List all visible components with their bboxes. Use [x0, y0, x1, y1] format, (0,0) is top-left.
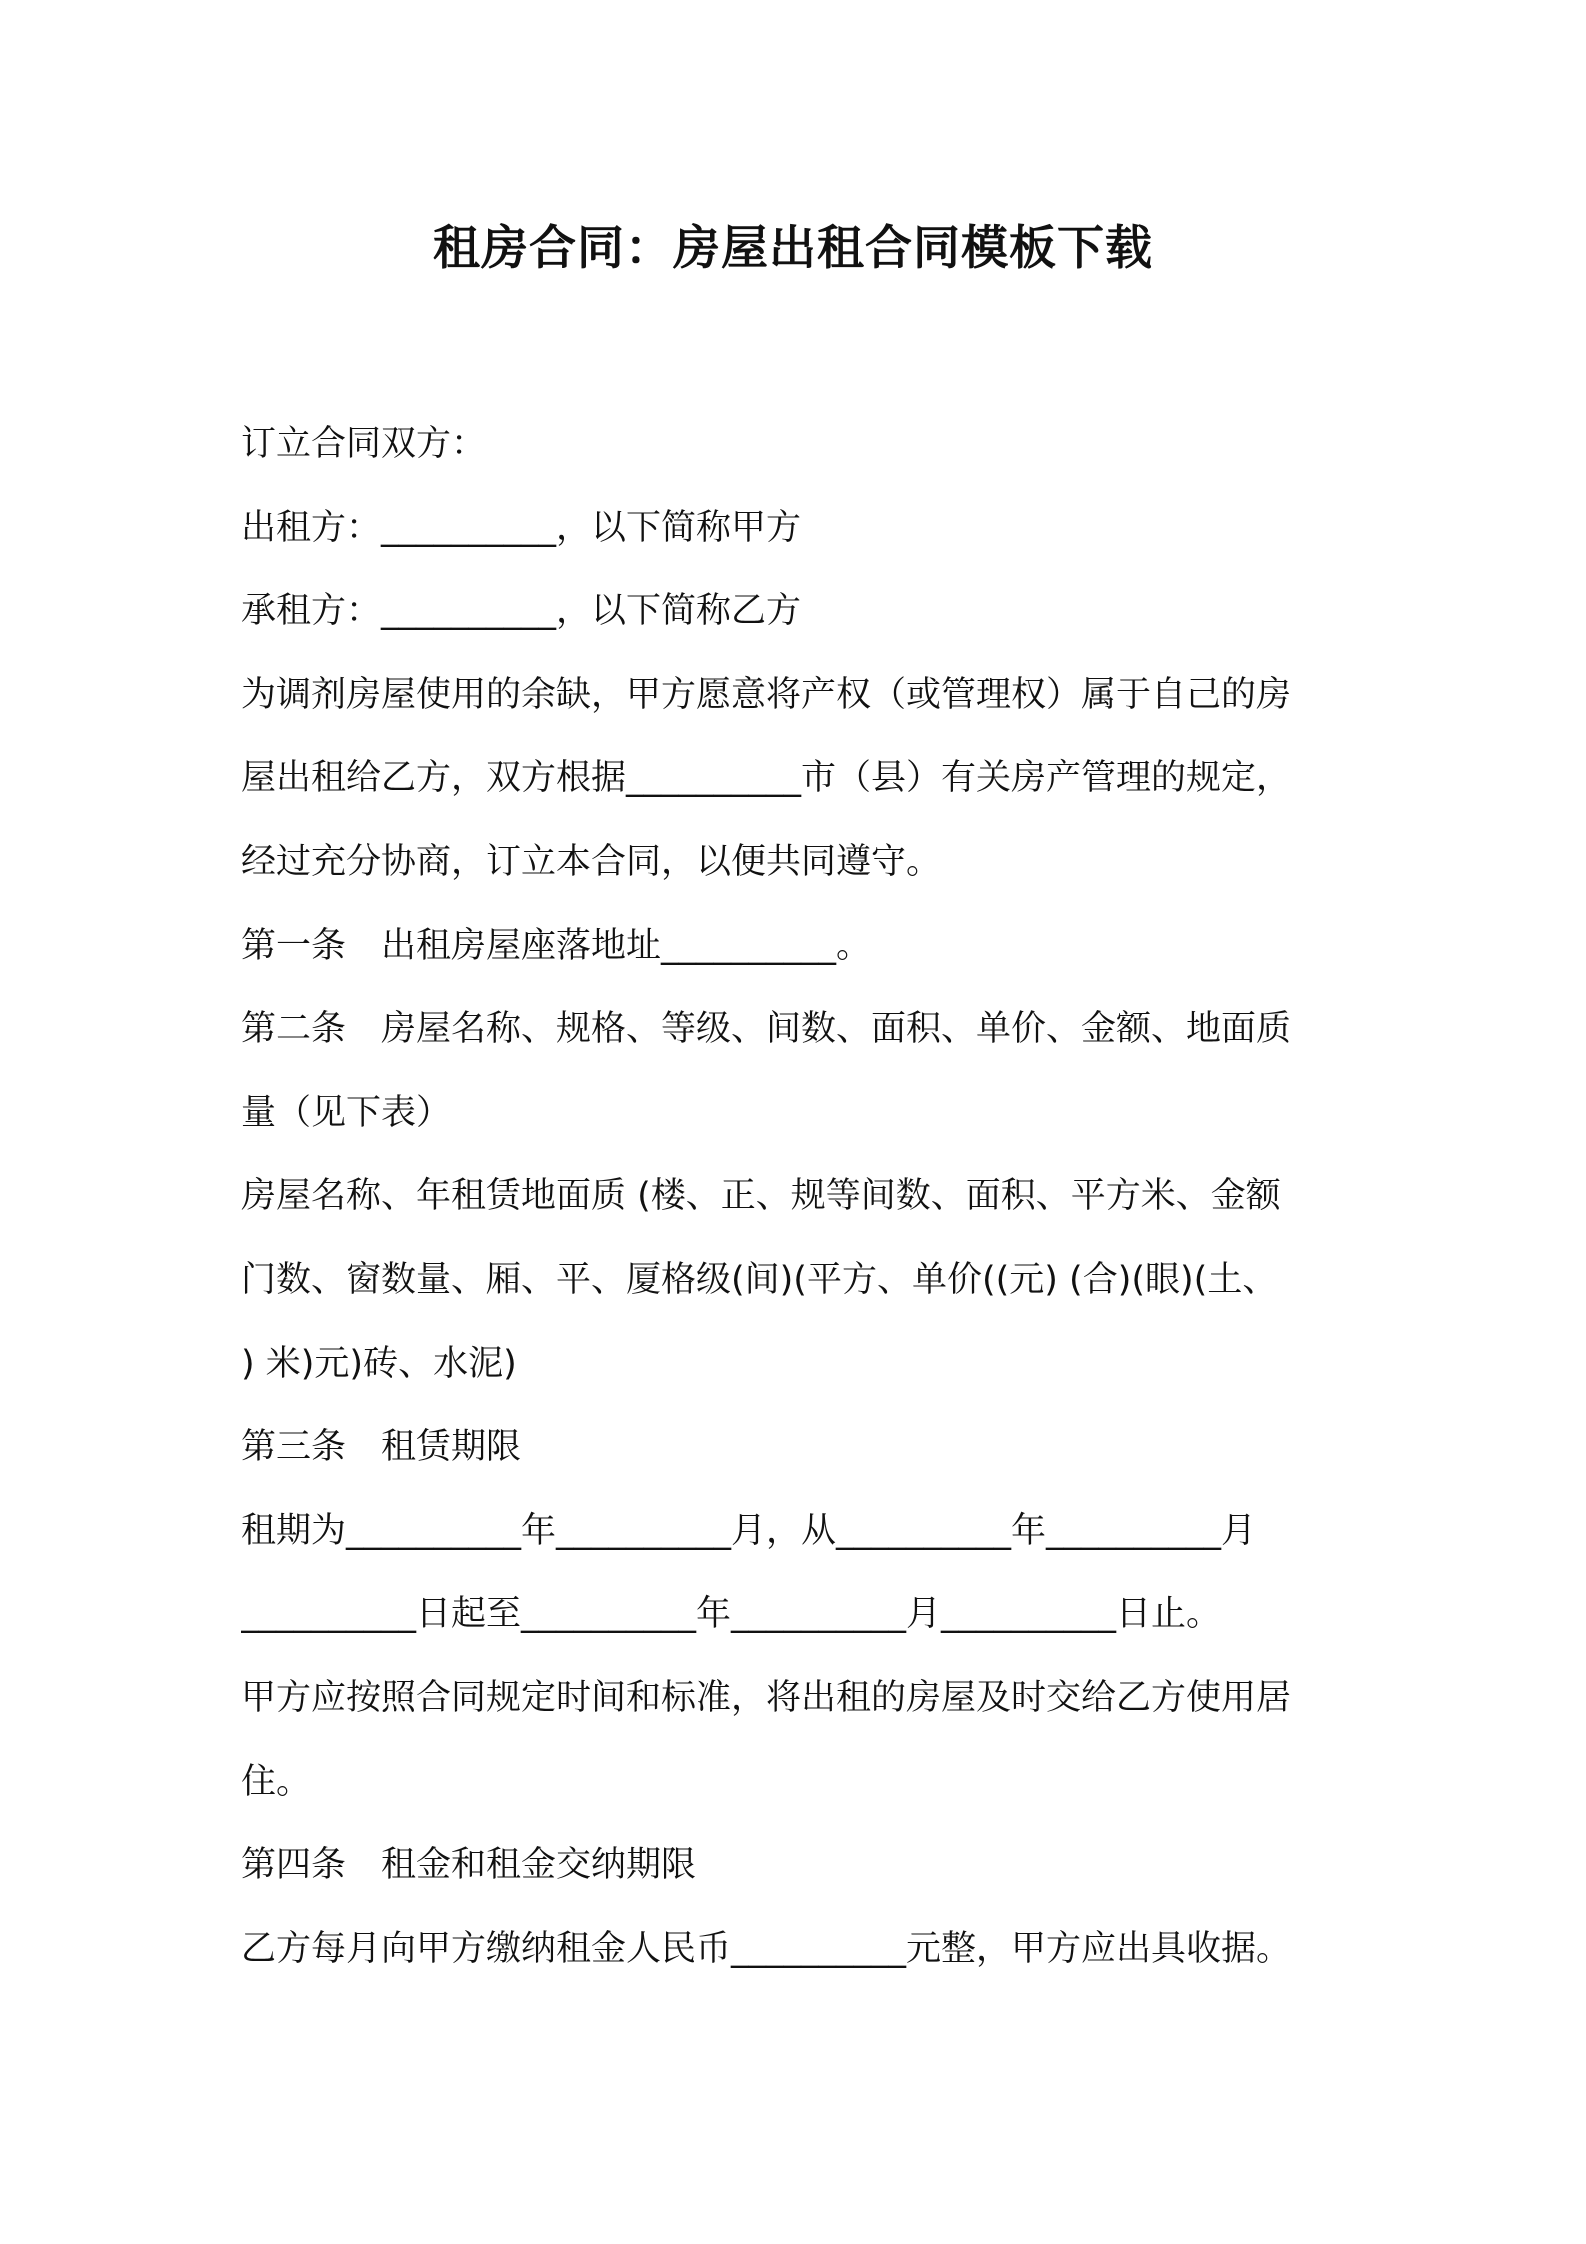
table-text-line-2: 门数、窗数量、厢、平、厦格级(间)(平方、单价((元) (合)(眼)(土、: [241, 1259, 1278, 1300]
handover-line-1: 甲方应按照合同规定时间和标准，将出租的房屋及时交给乙方使用居: [241, 1677, 1292, 1718]
article-2-line-1: 第二条 房屋名称、规格、等级、间数、面积、单价、金额、地面质: [241, 1009, 1292, 1050]
parties-heading: 订立合同双方：: [241, 424, 487, 464]
article-3-heading: 第三条 租赁期限: [241, 1427, 522, 1468]
handover-line-2: 住。: [241, 1761, 312, 1802]
document-body: [241, 403, 1361, 1991]
lessor-line: 出租方：__________，以下简称甲方: [241, 507, 802, 548]
article-4-heading: 第四条 租金和租金交纳期限: [241, 1845, 697, 1886]
lease-term-line-1: 租期为__________年__________月，从__________年__________月: [241, 1510, 1257, 1551]
article-2-line-2: 量（见下表）: [241, 1092, 452, 1133]
preamble-line-3: 经过充分协商，订立本合同，以便共同遵守。: [241, 841, 942, 882]
article-1: 第一条 出租房屋座落地址__________。: [241, 925, 872, 966]
lease-term-line-2: __________日起至__________年__________月__________日止。: [241, 1594, 1222, 1635]
document-title: 租房合同：房屋出租合同模板下载: [433, 221, 1153, 276]
rent-payment-line: 乙方每月向甲方缴纳租金人民币__________元整，甲方应出具收据。: [241, 1928, 1292, 1969]
preamble-line-1: 为调剂房屋使用的余缺，甲方愿意将产权（或管理权）属于自己的房: [241, 674, 1292, 715]
table-text-line-3: ) 米)元)砖、水泥): [241, 1343, 517, 1384]
preamble-line-2: 屋出租给乙方，双方根据__________市（县）有关房产管理的规定，: [241, 758, 1292, 799]
lessee-line: 承租方：__________，以下简称乙方: [241, 591, 802, 632]
table-text-line-1: 房屋名称、年租赁地面质 (楼、正、规等间数、面积、平方米、金额: [241, 1176, 1281, 1217]
